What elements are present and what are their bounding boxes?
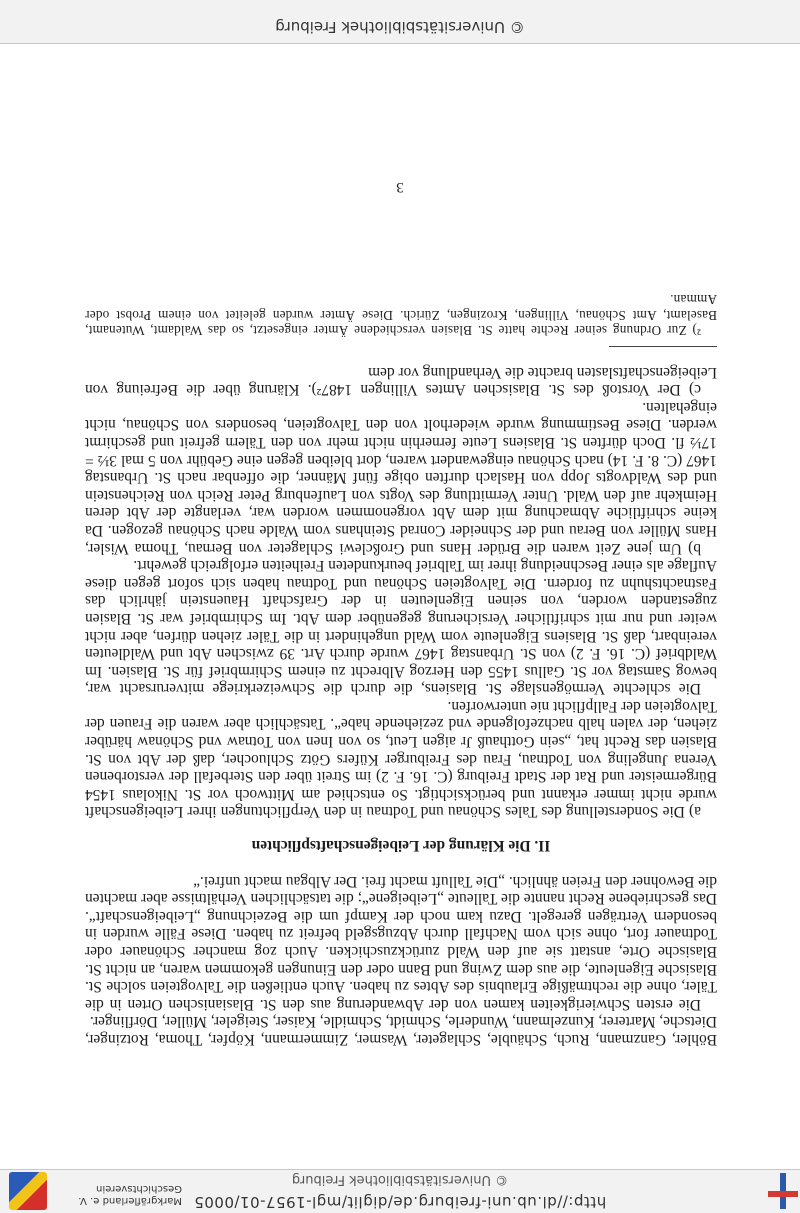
name-list-paragraph: Böhler, Ganzmann, Ruch, Schäuble, Schlageter, Wasmer, Zimmermann, Köpfer, Thoma, Rotzinger, Dietsche, Marterer, Kunzelmann, Wunderle, Schmidt, Schmidle, Kaiser, Steigeler, Müller, Dörflinger. xyxy=(85,1013,717,1048)
viewer-header-bar xyxy=(0,1169,800,1213)
body-paragraph: Die ersten Schwierigkeiten kamen von der Abwanderung aus den St. Blasianischen Orten in die Täler, ohne die rechtmäßige Erlaubnis des Abtes zu haben. Auch entließen die Talvogteien solche St. Blasische Eigenleute, die aus dem Zwing und Bann oder den Einungen gekommen waren, an nicht St. Blasische Orte, anstatt sie auf den Wald zurückzuschicken. Auch zog mancher Schönauer oder Todtnauer fort, ohne sich vom Nachfall durch Abzugsgeld befreit zu haben. Diese Fälle wurden in besondern Verträgen geregelt. Dazu kam noch der Kampf um die Bezeichnung „Leibeigenschaft“. Das geschriebene Recht nannte die Talleute „Leibeigene“; die tatsächlichen Verhältnisse aber machten die Bewohner den Freien ähnlich. „Die Talluft macht frei. Der Albgau macht unfrei.“ xyxy=(85,872,717,1013)
footnote-divider xyxy=(609,346,717,347)
viewer-footer-bar xyxy=(0,0,800,44)
copyright-notice: © Universitätsbibliothek Freiburg xyxy=(291,1172,509,1187)
page-number: 3 xyxy=(396,179,404,195)
society-name: Markgräflerland e. V. Geschichtsverein xyxy=(78,1183,182,1206)
document-url[interactable]: http://dl.ub.uni-freiburg.de/diglit/mgl-1957-01/0005 xyxy=(193,1193,607,1211)
section-paragraph: Die schlechte Vermögenslage St. Blasiens, die durch die Schweizerkriege mitverursacht war, bewog Samstag vor St. Gallus 1455 den Herzog Albrecht zu einem Schirmbrief für St. Blasien. Im Waldbrief (C. 16. F. 2) von St. Urbanstag 1467 wurde durch Art. 39 zwischen Abt und Waldleuten vereinbart, daß St. Blasiens Eigenleute vom Wald ungehindert in die Täler ziehen dürfen, aber nicht weiter und nur mit schriftlicher Versicherung gegenüber dem Abt. Im Schirmbrief war St. Blasien zugestanden worden, von seinen Eigenleuten in der Grafschaft Hauenstein jährlich das Fastnachtshuhn zu fordern. Die Talvogteien Schönau und Todtnau haben sich sofort gegen diese Auflage als einer Beschneidung ihrer im Talbrief beurkundeten Freiheiten erfolgreich gewehrt. xyxy=(85,557,717,698)
section-paragraph-b: b) Um jene Zeit waren die Brüder Hans und Großclewi Schlageter von Bernau, Thoma Wisler, Hans Müller von Berau und der Schneider Conrad Steinhans vom Walde nach Schönau gezogen. Da keine schriftliche Abmachung mit dem Abt vorgenommen worden war, verlangte der Abt deren Heimkehr auf den Wald. Unter Vermittlung des Vogts von Laufenburg Peter Reich von Reichenstein und des Waldvogts Jopp von Haslach durften obige fünf Männer, die offenbar nach St. Urbanstag 1467 (C. 8. F. 14) nach Schönau eingewandert waren, dort bleiben gegen eine Gebühr von 5 mal 3½ = 17½ fl. Doch dürften St. Blasiens Leute fernerhin nicht mehr von den Tälern gefreit und geschirmt werden. Diese Bestimmung wurde wiederholt von den Talvogteien, besonders von Schönau, nicht eingehalten. xyxy=(85,398,717,557)
society-crest-icon xyxy=(9,1172,47,1210)
document-text xyxy=(85,292,717,1048)
section-heading: II. Die Klärung der Leibeigenschaftspflichten xyxy=(251,837,551,855)
footnote: ²) Zur Ordnung seiner Rechte hatte St. Blasien verschiedene Ämter eingesetzt, so das Waldamt, Wutenamt, Baselamt, Amt Schönau, Villingen, Krozingen, Zürich. Diese Ämter wurden geleitet von einem Probst oder Amman. xyxy=(85,292,717,339)
copyright-notice: © Universitätsbibliothek Freiburg xyxy=(275,18,525,36)
section-paragraph-a: a) Die Sonderstellung des Tales Schönau und Todtnau in den Verpflichtungen ihrer Leibeigenschaft wurde nicht immer erkannt und berücksichtigt. So entschied am Mittwoch vor St. Nikolaus 1454 Bürgermeister und Rat der Stadt Freiburg (C. 16. F. 2) im Streit über den Sterbefall der verstorbenen Verena Jungeling von Todtnau, Frau des Freiburger Küfers Götz Schluocher, daß der Abt von St. Blasien das Recht hat, „sein Gotthauß Jr aigen Leut, so von Inen von Totnaw vnd Schönaw härüber ziehen, der valen halb nachzefolgende vnd zeziehende habe“. Tatsächlich aber waren die Frauen der Talvogteien der Fallpflicht nie unterworfen. xyxy=(85,697,717,821)
section-paragraph-c: c) Der Vorstoß des St. Blasischen Amtes Villingen 1487²). Klärung über die Befreiung von Leibeigenschaftslasten brachte die Verhandlung vor dem xyxy=(85,363,717,399)
university-library-logo-icon xyxy=(768,1173,798,1209)
